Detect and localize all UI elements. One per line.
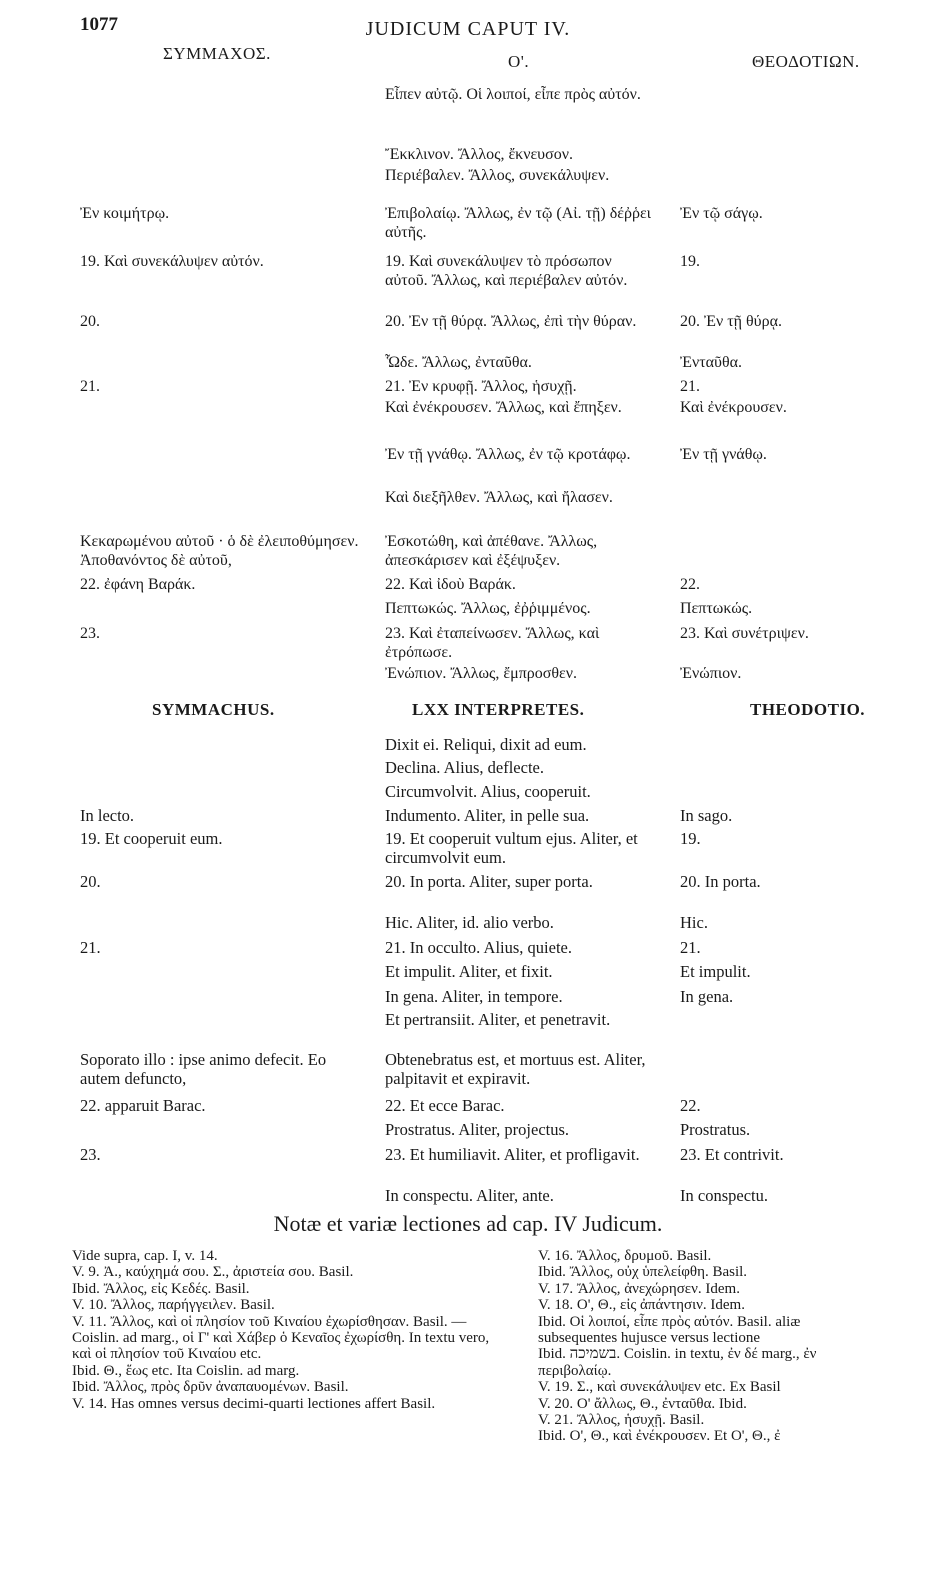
- greek-lxx-cell: 21. Ἐν κρυφῇ. Ἄλλος, ἡσυχῇ.: [385, 378, 577, 395]
- greek-theodotion-cell: Ἐν τῷ σάγῳ.: [680, 205, 763, 222]
- note-entry: Vide supra, cap. I, v. 14.: [72, 1248, 218, 1264]
- latin-theodotion-cell: In conspectu.: [680, 1186, 768, 1205]
- greek-symmachus-cell: 19. Καὶ συνεκάλυψεν αὐτόν.: [80, 253, 264, 270]
- latin-theodotion-cell: 22.: [680, 1096, 701, 1115]
- latin-theodotion-cell: 19.: [680, 829, 701, 848]
- latin-theodotion-cell: 20. In porta.: [680, 872, 761, 891]
- note-entry: Ibid. Ἄλλος, πρὸς δρῦν ἀναπαυομένων. Basil.: [72, 1379, 349, 1396]
- greek-lxx-cell: Καὶ διεξῆλθεν. Ἄλλως, καὶ ἤλασεν.: [385, 489, 613, 506]
- latin-lxx-cell: Dixit ei. Reliqui, dixit ad eum.: [385, 735, 587, 754]
- greek-lxx-cell: Περιέβαλεν. Ἄλλος, συνεκάλυψεν.: [385, 167, 610, 184]
- note-entry: V. 18. Ο', Θ., εἰς ἀπάντησιν. Idem.: [538, 1297, 745, 1314]
- greek-symmachus-cell: 23.: [80, 625, 100, 642]
- latin-theodotion-cell: 21.: [680, 938, 701, 957]
- latin-lxx-cell: Hic. Aliter, id. alio verbo.: [385, 913, 554, 932]
- note-entry: V. 17. Ἄλλος, ἀνεχώρησεν. Idem.: [538, 1280, 740, 1297]
- column-head-theodotion-latin: THEODOTIO.: [750, 700, 866, 719]
- greek-lxx-cell: Ὧδε. Ἄλλως, ἐνταῦθα.: [385, 354, 532, 371]
- greek-symmachus-cell: Κεκαρωμένου αὐτοῦ · ὁ δὲ ἐλειποθύμησεν. Ἀποθανόντος δὲ αὐτοῦ,: [80, 533, 359, 569]
- latin-theodotion-cell: 23. Et contrivit.: [680, 1145, 784, 1164]
- latin-theodotion-cell: In sago.: [680, 806, 733, 825]
- note-entry: Ibid. Οἱ λοιποί, εἶπε πρὸς αὐτόν. Basil. aliæ subsequentes hujusce versus lectione: [538, 1313, 801, 1347]
- latin-symmachus-cell: Soporato illo : ipse animo defecit. Eo autem defuncto,: [80, 1050, 327, 1088]
- greek-theodotion-cell: Καὶ ἐνέκρουσεν.: [680, 399, 787, 416]
- greek-lxx-cell: 22. Καὶ ἰδοὺ Βαράκ.: [385, 576, 516, 593]
- column-head-lxx-greek: Ο'.: [508, 52, 530, 71]
- greek-lxx-cell: Ἐσκοτώθη, καὶ ἀπέθανε. Ἄλλως, ἀπεσκάρισεν καὶ ἐξέψυξεν.: [385, 533, 598, 569]
- latin-theodotion-cell: Et impulit.: [680, 962, 751, 981]
- latin-lxx-cell: 21. In occulto. Alius, quiete.: [385, 938, 572, 957]
- latin-lxx-cell: 19. Et cooperuit vultum ejus. Aliter, et circumvolvit eum.: [385, 829, 638, 867]
- greek-lxx-cell: Καὶ ἐνέκρουσεν. Ἄλλως, καὶ ἔπηξεν.: [385, 399, 622, 416]
- greek-symmachus-cell: 20.: [80, 313, 100, 330]
- notes-left-column: [72, 1248, 490, 1412]
- latin-lxx-cell: Declina. Alius, deflecte.: [385, 758, 544, 777]
- latin-lxx-cell: Prostratus. Aliter, projectus.: [385, 1120, 570, 1139]
- page-number: 1077: [80, 14, 118, 35]
- notes-right-column: [538, 1248, 868, 1445]
- column-head-theodotion-greek: ΘΕΟΔΟΤΙΩΝ.: [752, 52, 860, 71]
- greek-theodotion-cell: 21.: [680, 378, 700, 395]
- greek-lxx-cell: Ἔκκλινον. Ἄλλος, ἔκνευσον.: [385, 146, 573, 163]
- greek-lxx-cell: Ἐπιβολαίῳ. Ἄλλως, ἐν τῷ (Αἰ. τῇ) δέῤῥει αὐτῆς.: [385, 205, 651, 241]
- greek-theodotion-cell: 22.: [680, 576, 700, 593]
- latin-lxx-cell: Indumento. Aliter, in pelle sua.: [385, 806, 590, 825]
- latin-symmachus-cell: 23.: [80, 1145, 101, 1164]
- greek-lxx-cell: Ἐν τῇ γνάθῳ. Ἄλλως, ἐν τῷ κροτάφῳ.: [385, 446, 631, 463]
- latin-lxx-cell: 20. In porta. Aliter, super porta.: [385, 872, 593, 891]
- latin-theodotion-cell: Prostratus.: [680, 1120, 751, 1139]
- latin-symmachus-cell: In lecto.: [80, 806, 135, 825]
- latin-lxx-cell: 23. Et humiliavit. Aliter, et profligavit.: [385, 1145, 640, 1164]
- note-entry: V. 21. Ἄλλος, ἡσυχῇ. Basil.: [538, 1412, 705, 1429]
- note-entry: V. 20. Ο' ἄλλως, Θ., ἐνταῦθα. Ibid.: [538, 1395, 747, 1412]
- latin-lxx-cell: Obtenebratus est, et mortuus est. Aliter, palpitavit et expiravit.: [385, 1050, 646, 1088]
- latin-lxx-cell: Et pertransiit. Aliter, et penetravit.: [385, 1010, 611, 1029]
- greek-lxx-cell: Εἶπεν αὐτῷ. Οἱ λοιποί, εἶπε πρὸς αὐτόν.: [385, 86, 641, 103]
- greek-theodotion-cell: Ἐνώπιον.: [680, 665, 742, 682]
- latin-symmachus-cell: 22. apparuit Barac.: [80, 1096, 206, 1115]
- latin-lxx-cell: 22. Et ecce Barac.: [385, 1096, 505, 1115]
- latin-lxx-cell: In gena. Aliter, in tempore.: [385, 987, 563, 1006]
- running-title: JUDICUM CAPUT IV.: [365, 18, 571, 40]
- latin-lxx-cell: In conspectu. Aliter, ante.: [385, 1186, 554, 1205]
- column-head-symmachus-greek: ΣΥΜΜΑΧΟΣ.: [163, 44, 271, 63]
- note-entry: V. 14. Has omnes versus decimi-quarti lectiones affert Basil.: [72, 1395, 436, 1412]
- note-entry: V. 11. Ἄλλος, καὶ οἱ πλησίον τοῦ Κιναίου ἐχωρίσθησαν. Basil. — Coislin. ad marg., οἱ Γ' καὶ Χάβερ ὁ Κεναῖος ἐχωρίσθη. In textu vero, καὶ οἱ πλησίον τοῦ Κιναίου etc.: [72, 1313, 490, 1363]
- greek-lxx-cell: 23. Καὶ ἐταπείνωσεν. Ἄλλως, καὶ ἐτρόπωσε.: [385, 625, 600, 661]
- latin-symmachus-cell: 21.: [80, 938, 101, 957]
- column-head-lxx-latin: LXX INTERPRETES.: [412, 700, 585, 719]
- note-entry: Ibid. Ἄλλος, οὐχ ὑπελείφθη. Basil.: [538, 1264, 748, 1281]
- latin-lxx-cell: Circumvolvit. Alius, cooperuit.: [385, 782, 591, 801]
- greek-lxx-cell: 19. Καὶ συνεκάλυψεν τὸ πρόσωπον αὐτοῦ. Ἄλλως, καὶ περιέβαλεν αὐτόν.: [385, 253, 628, 289]
- note-entry: Ibid. בשמיכה. Coislin. in textu, ἐν δέ marg., ἐν περιβολαίῳ.: [538, 1346, 817, 1379]
- greek-lxx-cell: 20. Ἐν τῇ θύρᾳ. Ἄλλως, ἐπὶ τὴν θύραν.: [385, 313, 637, 330]
- greek-symmachus-cell: Ἐν κοιμήτρῳ.: [80, 205, 170, 222]
- column-head-symmachus-latin: SYMMACHUS.: [152, 700, 275, 719]
- note-entry: Ibid. Ἄλλος, εἰς Κεδές. Basil.: [72, 1280, 250, 1297]
- latin-theodotion-cell: In gena.: [680, 987, 734, 1006]
- notes-title: Notæ et variæ lectiones ad cap. IV Judicum.: [273, 1211, 663, 1236]
- latin-theodotion-cell: Hic.: [680, 913, 708, 932]
- note-entry: V. 9. Ἀ., καύχημά σου. Σ., ἀριστεία σου. Basil.: [72, 1264, 354, 1281]
- greek-theodotion-cell: 23. Καὶ συνέτριψεν.: [680, 625, 809, 642]
- greek-theodotion-cell: Ἐν τῇ γνάθῳ.: [680, 446, 767, 463]
- greek-symmachus-cell: 22. ἐφάνη Βαράκ.: [80, 576, 196, 593]
- latin-lxx-cell: Et impulit. Aliter, et fixit.: [385, 962, 553, 981]
- latin-symmachus-cell: 20.: [80, 872, 101, 891]
- note-entry: Ibid. Θ., ἕως etc. Ita Coislin. ad marg.: [72, 1362, 300, 1379]
- note-entry: V. 16. Ἄλλος, δρυμοῦ. Basil.: [538, 1248, 712, 1264]
- greek-theodotion-cell: Ἐνταῦθα.: [680, 354, 742, 371]
- greek-theodotion-cell: 19.: [680, 253, 700, 270]
- note-entry: Ibid. Ο', Θ., καὶ ἐνέκρουσεν. Et Ο', Θ., ἐ: [538, 1428, 781, 1445]
- greek-symmachus-cell: 21.: [80, 378, 100, 395]
- note-entry: V. 10. Ἄλλος, παρήγγειλεν. Basil.: [72, 1297, 275, 1314]
- latin-symmachus-cell: 19. Et cooperuit eum.: [80, 829, 223, 848]
- greek-theodotion-cell: 20. Ἐν τῇ θύρᾳ.: [680, 313, 782, 330]
- greek-lxx-cell: Πεπτωκώς. Ἄλλως, ἐῤῥιμμένος.: [385, 600, 591, 617]
- greek-lxx-cell: Ἐνώπιον. Ἄλλως, ἔμπροσθεν.: [385, 665, 577, 682]
- note-entry: V. 19. Σ., καὶ συνεκάλυψεν etc. Ex Basil: [538, 1379, 781, 1396]
- greek-theodotion-cell: Πεπτωκώς.: [680, 600, 753, 617]
